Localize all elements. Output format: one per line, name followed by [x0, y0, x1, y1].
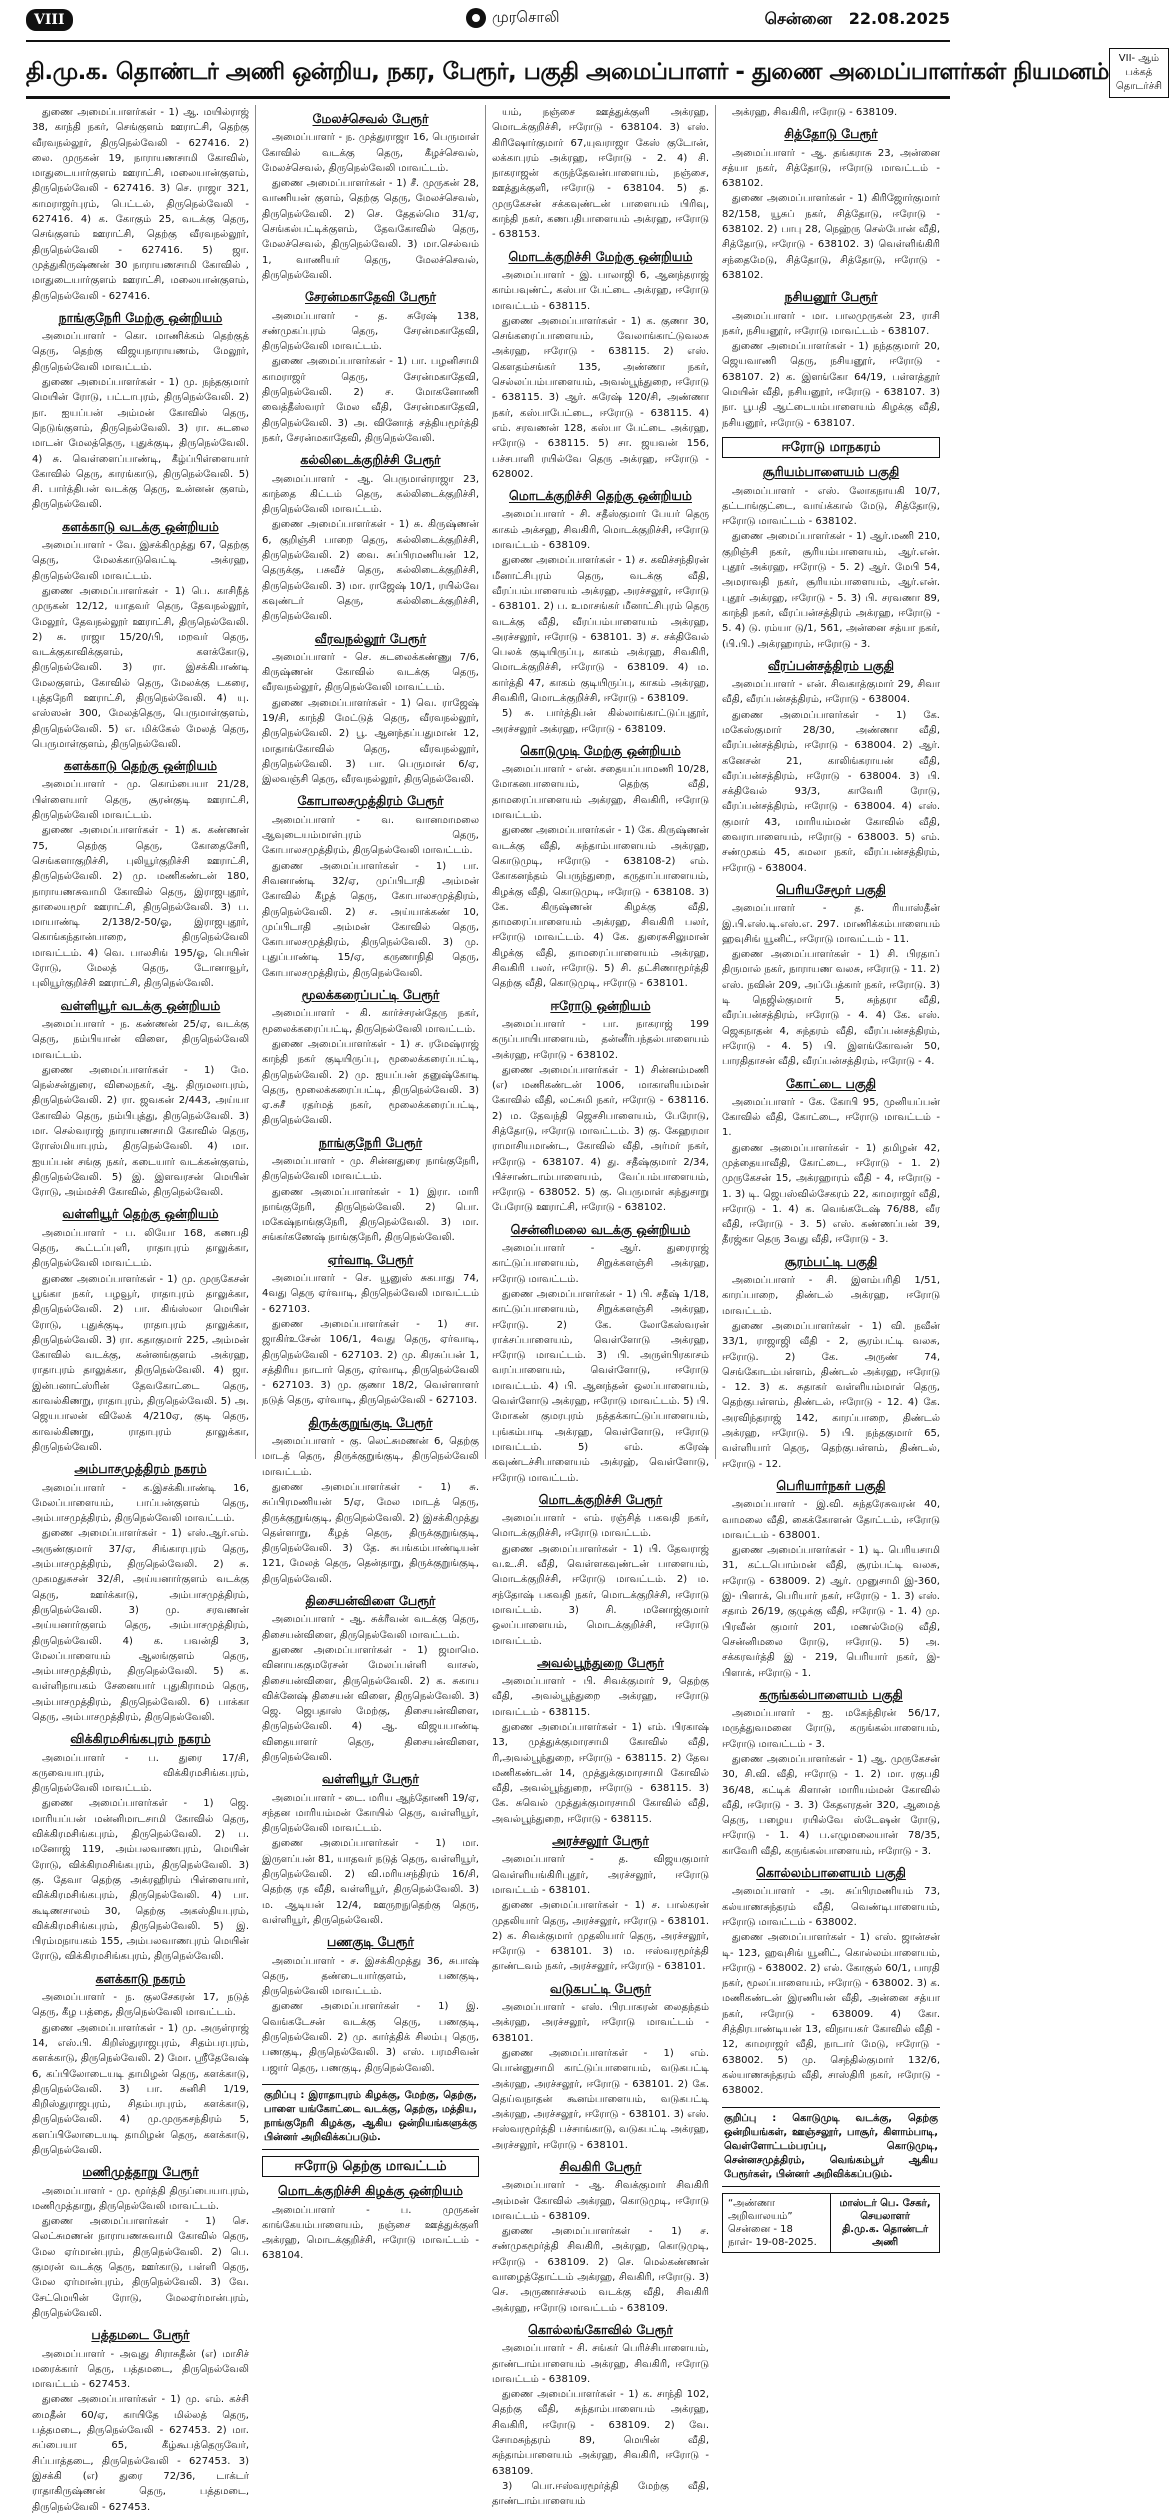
paragraph: துணை அமைப்பாளர்கள் - 1) பி. தேவராஜ் வ.உ.சி. வீதி, வெள்ளகவுண்டன் பாளையம், மொடக்குறிச்சி, ஈரோடு மாவட்டம். 2) ம. சந்தோஷ் பகவதி நகர், மொடக்குறிச்சி, ஈரோடு மாவட்டம். 3) சி. மனோஜ்குமார் ஒலப்பாளையம், மொடக்குறிச்சி, ஈரோடு மாவட்டம்.	[492, 1543, 709, 1647]
section-title: அம்பாசமுத்திரம் நகரம்	[74, 1461, 207, 1477]
section-title: அரச்சலூர் பேரூர்	[552, 1833, 649, 1849]
section-title: சூரம்பட்டி பகுதி	[784, 1253, 878, 1269]
city: சென்னை	[764, 9, 833, 28]
paragraph: துணை அமைப்பாளர்கள் - 1) பா. பழனிசாமி காமராஜர் தெரு, சேரன்மகாதேவி, திருநெல்வேலி. 2) ச. மோகனோணி வைத்தீஸ்வரர் மேல வீதி, சேரன்மகாதேவி, திருநெல்வேலி. 3) அ. வினோத் சத்தியமூர்த்தி நகர், சேரன்மகாதேவி, திருநெல்வேலி.	[262, 356, 479, 444]
paragraph: துணை அமைப்பாளர்கள் - 1) கே. மகேஸ்குமார் 28/30, அண்ணா வீதி, வீரப்பன்சத்திரம், ஈரோடு - 638004. 2) ஆர். கனேசன் 21, காலிங்கராயன் வீதி, வீரப்பன்சத்திரம், ஈரோடு - 638004. 3) பி. சக்திவேல் 93/3, காவேரி ரோடு, வீரப்பன்சத்திரம், ஈரோடு - 638004. 4) எஸ். குமார் 43, மாரியம்மன் கோவில் வீதி, வைராபாளையம், ஈரோடு - 638003. 5) எம். சண்முகம் 45, கமலா நகர், வீரப்பன்சத்திரம், ஈரோடு - 638004.	[722, 709, 940, 874]
section-title: மேலச்செவல் பேரூர்	[312, 111, 429, 126]
paragraph: துணை அமைப்பாளர்கள் - 1) வெ. ராஜேஷ் 19/சி, காந்தி மேட்டுத் தெரு, வீரவநல்லூர், திருநெல்வேலி. 2) பூ. ஆனந்தப்பதுமான் 12, மாதாங்கோவில் தெரு, வீரவநல்லூர், திருநெல்வேலி. 3) பா. பெருமாள் 6/ஏ, இலவஞ்சி தெரு, வீரவநல்லூர், திருநெல்வேலி.	[262, 697, 479, 786]
paragraph: துணை அமைப்பாளர்கள் - 1) கே. கிருஷ்ணன் வடக்கு வீதி, சுந்தாம்பாளையம் அக்ரஹ, கொடுமுடி, ஈரோடு - 638108-2) எம். கோகனந்தம் பெருந்துறை, கருதாப்பாளையம், கிழக்கு வீதி, கொடுமுடி, ஈரோடு - 638108. 3) கே. கிருஷ்ணன் கிழக்கு வீதி, தாமரைப்பாளையம் அக்ரஹ, சிவகிரி பலர், ஈரோடு மாவட்டம். 4) கே. துரைசுசிலுமான் கிழக்கு வீதி, தாமரைப்பாளையம் அக்ரஹ, சிவகிரி பலர், ஈரோடு. 5) சி. தட்சிணாமூர்த்தி தெற்கு வீதி, கொடுமுடி, ஈரோடு - 638101.	[492, 825, 709, 990]
issue-date: 22.08.2025	[848, 9, 950, 28]
paragraph: அமைப்பாளர் - மு. மூர்த்தி திருப்பையாபுரம், மணிமுத்தாறு, திருநெல்வேலி மாவட்டம்.	[32, 2185, 249, 2212]
paragraph: துணை அமைப்பாளர்கள் - 1) சு. கிருஷ்ணன் 6, குறிஞ்சி பாறை தெரு, கல்லிடைக்குறிச்சி, திருநெல்வேலி. 2) வை. சுப்பிரமணியன் 12, தெருக்கு, பசுவீச் தெரு, கல்லிடைக்குறிச்சி, திருநெல்வேலி. 3) மா. ராஜேஷ் 10/1, ரயில்வே கவுண்டர் தெரு, கல்லிடைக்குறிச்சி, திருநெல்வேலி.	[262, 519, 479, 623]
article-columns	[26, 105, 950, 2513]
column-4	[716, 105, 946, 2248]
signature-line: நாள்- 19-08-2025.	[728, 2236, 817, 2248]
paragraph: அமைப்பாளர் - சி. இளம்பரிதி 1/51, காரப்பாறை, திண்டல் அக்ரஹ, ஈரோடு மாவட்டம்.	[722, 1275, 940, 1317]
section-title: மொடக்குறிச்சி மேற்கு ஒன்றியம்	[508, 248, 693, 264]
section-title: கருங்கல்பாளையம் பகுதி	[759, 1686, 903, 1702]
section-title: வீரப்பன்சத்திரம் பகுதி	[768, 657, 894, 673]
paragraph: துணை அமைப்பாளர்கள் - 1) ஆர்.மணி 210, குறிஞ்சி நகர், சூரியம்பாளையம், ஆர்.என். புதூர் அக்ரஹ, ஈரோடு - 5. 2) ஆர். மேபி 54, அமராவதி நகர், சூரியம்பாளையம், ஆர்.என். புதூர் அக்ரஹ, ஈரோடு - 5. 3) பி. சரவணா 89, காந்தி நகர், வீரப்பன்சத்திரம் அக்ரஹ, ஈரோடு - 5. 4) டு. ரம்யா டு/1, 561, அன்னை சத்யா நகர், (பி.பி.) அக்ரஹாரம், ஈரோடு - 3.	[722, 531, 940, 650]
paragraph: அமைப்பாளர் - சி. சதீஸ்குமார் பேயர் தெரு காகம் அக்சஹ, சிவகிரி, மொடக்குறிச்சி, ஈரோடு மாவட்டம் - 638109.	[492, 509, 709, 552]
rising-sun-icon	[466, 8, 486, 28]
masthead	[466, 8, 560, 28]
column-1	[26, 105, 256, 2513]
paragraph: அமைப்பாளர் - அ. சுப்பிரமணியம் 73, கல்யாணசுந்தரம் வீதி, வெண்டிபாளையம், ஈரோடு மாவட்டம் - 638002.	[722, 1886, 940, 1928]
paragraph: அக்ரஹ, சிவகிரி, ஈரோடு - 638109.	[732, 107, 898, 118]
paragraph: துணை அமைப்பாளர்கள் - 1) டி. பெரியசாமி 31, கட்டபொம்மன் வீதி, சூரம்பட்டி வலசு, ஈரோடு - 638009. 2) ஆர். முனுசாமி இ-360, இ- பிளாக், பெரியார் நகர், ஈரோடு - 1. 3) எஸ். சதாம் 26/19, குழுக்கு வீதி, ஈரோடு - 1. 4) மு. பிரவீன் குமார் 201, மணல்மேடு வீதி, சென்னிமலை ரோடு, ஈரோடு. 5) அ. சக்கரவர்த்தி இ - 219, பெரியார் நகர், இ- பிளாக், ஈரோடு - 1.	[722, 1545, 940, 1679]
paragraph: அமைப்பாளர் - இ. பாலாஜி 6, ஆனந்தராஜ் காம்பவுண்ட், கஸ்பா பேட்டை அக்ரஹ, ஈரோடு மாவட்டம் - 638115.	[492, 269, 709, 312]
page-number: VIII	[26, 9, 73, 31]
paragraph: துணை அமைப்பாளர்கள் - 1) ச. ரமேஷ்ராஜ் காந்தி நகர் குடியிருப்பு, மூலைக்கரைப்பட்டி, திருநெல்வேலி. 2) மு. ஐயப்பன் தனுஷ்கோடி தெரு, மூலைக்கரைப்பட்டி, திருநெல்வேலி. 3) ஏ.சுசீ ரதர்மத் நகர், மூலைக்கரைப்பட்டி, திருநெல்வேலி.	[262, 1038, 479, 1127]
paragraph: அமைப்பாளர் - டை. மரிய ஆந்தோணி 19/ஏ, சந்தன மாரியம்மன் கோயில் தெரு, வள்ளியூர், திருநெல்வேலி மாவட்டம்.	[262, 1792, 479, 1835]
section-title: விக்கிரமசிங்கபுரம் நகரம்	[70, 1731, 211, 1747]
top-strip	[26, 0, 950, 42]
paragraph: துணை அமைப்பாளர்கள் - 1) இரா. மாரி நாங்குநேரி, திருநெல்வேலி. 2) பொ. மகேஷ்நாங்குநேரி, திருநெல்வேலி. 3) மா. சங்கர்கணேஷ் நாங்குநேரி, திருநெல்வேலி.	[262, 1186, 479, 1244]
paragraph: அமைப்பாளர் - ந. முத்துராஜா 16, பெருமாள் கோவில் வடக்கு தெரு, கீழச்செவல், மேலச்செவல், திருநெல்வேலி மாவட்டம்.	[262, 132, 479, 174]
paragraph: துணை அமைப்பாளர்கள் - 1) ச. சண்முகமூர்த்தி சிவகிரி, அக்ரஹ, கொடுமுடி, ஈரோடு - 638109. 2) செ. மெல்கண்ணன் வாழைத்தோட்டம் அக்ரஹ, சிவகிரி, ஈரோடு. 3) செ. அருணாச்சலம் வடக்கு வீதி, சிவகிரி அக்ரஹ, ஈரோடு மாவட்டம் - 638109.	[492, 2226, 709, 2314]
paragraph: துணை அமைப்பாளர்கள் - 1) ச. பால்கரன் முதலியார் தெரு, அரச்சலூர், ஈரோடு - 638101. 2) க. சிவக்குமார் முதலியார் தெரு, அரச்சலூர், ஈரோடு - 638101. 3) ம. ஈஸ்வரமூர்த்தி தாண்டவம் நகர், அரச்சலூர், ஈரோடு - 638101.	[492, 1900, 709, 1973]
paragraph: அமைப்பாளர் - ப. லியோ 168, கணபதி தெரு, கூட்டப்புளி, ராதாபுரம் தாலுக்கா, திருநெல்வேலி மாவட்டம்.	[32, 1227, 249, 1270]
continuation-box	[1109, 48, 1169, 98]
paragraph: அமைப்பாளர் - செ. சுடலைக்கண்ணு 7/6, கிருஷ்ணன் கோவில் வடக்கு தெரு, வீரவநல்லூர், திருநெல்வேலி மாவட்டம்.	[262, 651, 479, 694]
section-title: வீரவநல்லூர் பேரூர்	[314, 630, 427, 646]
paragraph: துணை அமைப்பாளர்கள் - 1) இ. வெங்கடேசன் வடக்கு தெரு, பணகுடி, திருநெல்வேலி. 2) மு. கார்த்திக் சிலம்பு தெரு, பணகுடி, திருநெல்வேலி. 3) எஸ். பரமசிவன் பஜார் தெரு, பணகுடி, திருநெல்வேலி.	[262, 2001, 479, 2074]
section-title: சூரியம்பாளையம் பகுதி	[762, 464, 900, 480]
signatory	[831, 2194, 939, 2252]
paragraph: அமைப்பாளர் - மு. சின்னதுரை நாங்குநேரி, திருநெல்வேலி மாவட்டம்.	[262, 1156, 479, 1183]
paragraph: அமைப்பாளர் - பி. சிவக்குமார் 9, தெற்கு வீதி, அவல்பூந்துறை அக்ரஹ, ஈரோடு மாவட்டம் - 638115.	[492, 1676, 709, 1718]
paragraph: அமைப்பாளர் - ஆர். துரைராஜ் காட்டுப்பாளையம், சிறுக்களஞ்சி அக்ரஹ, ஈரோடு மாவட்டம்.	[492, 1243, 709, 1285]
section-title: சேரன்மகாதேவி பேரூர்	[305, 289, 436, 305]
paragraph: துணை அமைப்பாளர்கள் - 1) மு. முருகேசன் பூங்கா நகர், பழவூர், ராதாபுரம் தாலுக்கா, திருநெல்வேலி. 2) பா. கிங்ஸ்லா மெயின் ரோடு, புதுக்குடி, ராதாபுரம் தாலுக்கா, திருநெல்வேலி. 3) ரா. கதாகுமார் 225, அம்மன் கோவில் வடக்கு, கன்னங்குளம் அக்ரஹ, ராதாபுரம் தாலுக்கா, திருநெல்வேலி. 4) ஜா. இன்பனாட்ஸ்ரின் தேவகோட்டை தெரு, காவல்கிணறு, ராதாபுரம், திருநெல்வேலி. 5) அ. ஜெயபாலன் விலேக் 4/210ஏ, குடி தெரு, காவல்கிணறு, ராதாபுரம் தாலுக்கா, திருநெல்வேலி.	[32, 1273, 249, 1453]
paragraph: துணை அமைப்பாளர்கள் - 1) ச. கவிச்சந்திரன் மீனாட்சிபுரம் தெரு, வடக்கு வீதி, வீரப்பம்பாளையம் அக்ரஹ, அரச்சலூர், ஈரோடு - 638101. 2) ப. உமாசங்கர் மீனாட்சிபுரம் தெரு வடக்கு வீதி, வீரப்பம்பாளையம் அக்ரஹ, அரச்சலூர், ஈரோடு - 638101. 3) ச. சக்திவேல் பெலக் குடியிருப்பு, காகம் அக்ரஹ, சிவகிரி, மொடக்குறிச்சி, ஈரோடு - 638109. 4) ம. கார்த்தி 47, காகம் குடியிருப்பு, காகம் அக்ரஹ, சிவகிரி, மொடக்குறிச்சி, ஈரோடு - 638109.	[492, 555, 709, 704]
paragraph: துணை அமைப்பாளர்கள் - 1) ஜெ. மாரியப்பன் மன்னிமாடசாமி கோவில் தெரு, விக்கிரமசிங்கபுரம், திருநெல்வேலி. 2) ப. மனோஜ் 119, அம்பலவாணபுரம், மெயின் ரோடு, விக்கிரமசிங்கபுரம், திருநெல்வேலி. 3) கு. தேவா தெற்கு அக்ரஹிரம் பிள்ளையார், விக்கிரமசிங்கபுரம், திருநெல்வேலி. 4) பா. கூடிணசாலம் 30, தெற்கு அகஸ்தியபுரம், விக்கிரமசிங்கபுரம், திருநெல்வேலி. 5) இ. பிரம்மநாயகம் 155, அம்பலவாணபுரம் மெயின் ரோடு, விக்கிரமசிங்கபுரம், திருநெல்வேலி.	[32, 1798, 249, 1963]
section-title: பணகுடி பேரூர்	[327, 1934, 414, 1950]
paragraph: துணை அமைப்பாளர்கள் - 1) சி. பிரதாப் திருமால் நகர், நாராயண வலசு, ஈரோடு - 11. 2) எஸ். நவின் 209, அப்பேத்கார் நகர், ஈரோடு. 3) டி நெஜில்குமார் 5, சுந்தரா வீதி, வீரப்பன்சத்திரம், ஈரோடு - 4. 4) கே. எஸ். ஜெகநாதன் 4, சுந்தரம் வீதி, வீரப்பன்சத்திரம், ஈரோடு - 4. 5) பி. இளங்கோவன் 50, பாரதிதாசன் வீதி, வீரப்பன்சத்திரம், ஈரோடு - 4.	[722, 949, 940, 1068]
section-title: கோபாலசமுத்திரம் பேரூர்	[297, 793, 444, 809]
paragraph: துணை அமைப்பாளர்கள் - 1) செ. லெட்சுமணன் நாராயணசுவாமி கோவில் தெரு, மேல ஏர்மான்புரம், திருநெல்வேலி. 2) பெ. குமரன் வடக்கு தெரு, ஊர்காடு, பள்ளி தெரு, மேல ஏர்மான்புரம், திருநெல்வேலி. 3) வே. சேட்மெயின் ரோடு, மேலஏர்மான்புரம், திருநெல்வேலி.	[32, 2216, 249, 2319]
paragraph: அமைப்பாளர் - என். சிவகாத்குமார் 29, சிவா வீதி, வீரப்பன்சத்திரம், ஈரோடு - 638004.	[722, 679, 940, 706]
paragraph: அமைப்பாளர் - ந. குலசேகரன் 17, நடுத் தெரு, கீழ பத்தை, திருநெல்வேலி மாவட்டம்.	[32, 1992, 249, 2019]
headline-row	[26, 50, 1162, 99]
paragraph: துணை அமைப்பாளர்கள் - 1) கிரிஜோர்குமார் 82/158, யூசுப் நகர், சித்தோடு, ஈரோடு - 638102. 2) பாபு 28, நெஹ்ரு செல்போன் வீதி, சித்தோடு, ஈரோடு - 638102. 3) வெள்ளிங்கிரி சந்தைமேடு, சித்தோடு, சித்தோடு, ஈரோடு - 638102.	[722, 193, 940, 281]
column-2	[256, 105, 486, 2262]
paragraph: துணை அமைப்பாளர்கள் - 1) பி. சதீஷ் 1/18, காட்டுப்பாளையம், சிறுக்களஞ்சி அக்ரஹ, ஈரோடு. 2) கே. லோகேஸ்வரன் ராக்சப்பாளையம், வெள்ளோடு அக்ரஹ, ஈரோடு மாவட்டம். 3) பி. அருள்பிரகாசம் வரப்பாளையம், வெள்ளோடு, ஈரோடு மாவட்டம். 4) பி. ஆனந்தன் ஒலப்பாளையம், வெள்ளோடு அக்ரஹ, ஈரோடு மாவட்டம். 5) பி. மோகன் குமரபுரம் நத்தக்காட்டுப்பாளையம், புங்கம்பாடி அக்ரஹ, வெள்ளோடு, ஈரோடு மாவட்டம். 5) எம். கரேஷ் கவுண்டச்சிபாளையம் அக்ரஹ், வெள்ளோடு, ஈரோடு மாவட்டம்.	[492, 1288, 709, 1484]
paragraph: துணை அமைப்பாளர்கள் - 1) எஸ். ஜான்சன் டி- 123, ஹவுசிங் யூனிட், கொல்லம்பாளையம், ஈரோடு - 638002. 2) எல். கோகுல் 60/1, பாரதி நகர், மூலப்பாளையம், ஈரோடு - 638002. 3) க. மணிகண்டன் இரணியன் வீதி, அன்னை சத்யா நகர், ஈரோடு - 638009. 4) கோ. சித்திரபாண்டியன் 13, விநாயகர் கோவில் வீதி - 12, காமராஜர் வீதி, நாடார் மேடு, ஈரோடு - 638002. 5) மு. செந்தில்குமார் 132/6, கல்யாணசுந்தரம் வீதி, சாஸ்திரி நகர், ஈரோடு - 638002.	[722, 1932, 940, 2097]
section-title: நாங்குநேரி மேற்கு ஒன்றியம்	[58, 309, 223, 325]
paragraph: அமைப்பாளர் - என். சதையப்பாமணி 10/28, மோகனபாளையம், தெற்கு வீதி, தாமரைப்பாளையம் அக்ரஹ, சிவகிரி, ஈரோடு மாவட்டம்.	[492, 764, 709, 822]
section-title: பெரியார்நகர் பகுதி	[776, 1477, 886, 1493]
paragraph: அமைப்பாளர் - கொ. மாணிக்கம் தெற்குத் தெரு, தெற்கு விஜயநாராயணம், மேலூர், திருநெல்வேலி மாவட்டம்.	[32, 331, 249, 373]
paragraph: அமைப்பாளர் - ந. கண்ணன் 25/ஏ, வடக்கு தெரு, நம்பியான் விளை, திருநெல்வேலி மாவட்டம்.	[32, 1018, 249, 1061]
paragraph: அமைப்பாளர் - மு. கொம்பையா 21/28, பிள்ளையார் தெரு, சூரன்குடி ஊராட்சி, திருநெல்வேலி மாவட்டம்.	[32, 779, 249, 822]
signature-place	[723, 2194, 831, 2252]
paragraph: துணை அமைப்பாளர்கள் - 1) சு. சுப்பிரமணியன் 5/ஏ, மேல மாடத் தெரு, திருக்குறுங்குடி, திருநெல்வேலி. 2) இசக்கிமுத்து தெள்ளாறு, கீழத் தெரு, திருக்குறுங்குடி, திருநெல்வேலி. 3) தே. சுபங்கம்பாண்டியன் 121, மேலத் தெரு, தென்தாறு, திருக்குறுங்குடி, திருநெல்வேலி.	[262, 1481, 479, 1585]
section-title: மூலக்கரைப்பட்டி பேரூர்	[301, 987, 440, 1003]
paragraph: அமைப்பாளர் - எஸ். லோகநாயகி 10/7, தட்டாங்குட்டை, வாய்க்கால் மேடு, சித்தோடு, ஈரோடு மாவட்டம் - 638102.	[722, 485, 940, 528]
page-headline: தி.மு.க. தொண்டர் அணி ஒன்றிய, நகர, பேரூர், பகுதி அமைப்பாளர் - துணை அமைப்பாளர்கள் நியமனம்	[26, 58, 1109, 85]
notice-text: குறிப்பு : கொடுமுடி வடக்கு, தெற்கு ஒன்றியங்கள், ஊஞ்சலூர், பாசூர், கிளாம்பாடி, வெள்ளோட்டம்பரப்பு, கொடுமுடி, சென்னசமுத்திரம், வெங்கம்பூர் ஆகிய பேரூர்கள், பின்னர் அறிவிக்கப்படும்.	[722, 2107, 940, 2187]
paragraph: துணை அமைப்பாளர்கள் - 1) ஆ. மயில்ராஜ் 38, காந்தி நகர், செங்குளம் ஊராட்சி, தெற்கு வீரவநல்லூர், திருநெல்வேலி - 627416. 2) லை. முருகன் 19, நாராயணசாமி கோவில், மாதுடையார்குளம் ஊராட்சி, மலையான்குளம், திருநெல்வேலி - 627416. 3) செ. ராஜா 321, காமராஜர்புரம், பெட்டல், திருநெல்வேலி - 627416. 4) க. கோகும் 25, வடக்கு தெரு, செங்குளம் ஊராட்சி, தெற்கு வீரவநல்லூர், திருநெல்வேலி - 627416. 5) ஜா. முத்துகிருஷ்ணன் 30 நாராயணசாமி கோவில் , மாதுடையார்குளம் ஊராட்சி, மலையான்குளம், திருநெல்வேலி - 627416.	[32, 107, 249, 302]
section-title: பெரியசேமூர் பகுதி	[776, 881, 886, 897]
paragraph: அமைப்பாளர் - ஆ. சுக்ரீவன் வடக்கு தெரு, திசையன்விளை, திருநெல்வேலி மாவட்டம்.	[262, 1614, 479, 1641]
paragraph: துணை அமைப்பாளர்கள் - 1) பா. சிவனாண்டி 32/ஏ, முப்பிடாதி அம்மன் கோவில் கீழத் தெரு, கோபாலசமுத்திரம், திருநெல்வேலி. 2) ச. அய்யாக்கண் 10, முப்பிடாதி அம்மன் கோவில் தெரு, கோபாலசமுத்திரம், திருநெல்வேலி. 3) மு. புதுப்பாண்டி 15/ஏ, கருணாநிதி தெரு, கோபாலசமுத்திரம், திருநெல்வேலி.	[262, 860, 479, 979]
paragraph: அமைப்பாளர் - த. சுரேஷ் 138, சண்முகப்புரம் தெரு, சேரன்மகாதேவி, திருநெல்வேலி மாவட்டம்.	[262, 310, 479, 353]
section-title: வள்ளியூர் வடக்கு ஒன்றியம்	[60, 997, 221, 1013]
section-title: வள்ளியூர் தெற்கு ஒன்றியம்	[62, 1206, 219, 1222]
paragraph: துணை அமைப்பாளர்கள் - 1) மு. அருள்ராஜ் 14, எஸ்.பி. கிறிஸ்துராஜபுரம், சிதம்பரபுரம், களக்காடு, திருநெல்வேலி. 2) மோ. ஸ்ரீதேவேஷ் 6, கப்பிலோடையடி தாமிழன் தெரு, களக்காடு, திருநெல்வேலி. 3) பா. சுனிசி 1/19, கிறிஸ்துராஜபுரம், சிதம்பரபுரம், களக்காடு, திருநெல்வேலி. 4) மு.முருகசந்திரம் 5, களப்பிலோடையடி தாமிழன் தெரு, களக்காடு, திருநெல்வேலி.	[32, 2022, 249, 2156]
paragraph: துணை அமைப்பாளர்கள் - 1) எஸ்.ஆர்.எம். அருண்குமார் 37/ஏ, சிங்காரபுரம் தெரு, அம்பாசமுத்திரம், திருநெல்வேலி. 2) சு. முகமதுசுசன் 32/சி, அய்யனார்குளம் வடக்கு தெரு, ஊர்க்காடு, அம்பாசமுத்திரம், திருநெல்வேலி. 3) மு. சரவணன் அய்யனார்குளம் தெரு, அம்பாசமுத்திரம், திருநெல்வேலி. 4) க. பவன்தி 3, மேலப்பாளையம் ஆலங்குளம் தெரு, அம்பாசமுத்திரம், திருநெல்வேலி. 5) க. வள்ளிநாயகம் சேனையார் புதுகிராமம் தெரு, அம்பாசமுத்திரம், திருநெல்வேலி. 6) பாக்கா தெரு, அம்பாசமுத்திரம், திருநெல்வேலி.	[32, 1528, 249, 1723]
section-title: மொடக்குறிச்சி தெற்கு ஒன்றியம்	[508, 488, 692, 504]
section-title: கல்லிடைக்குறிச்சி பேரூர்	[300, 452, 441, 468]
signature-line: தி.மு.க. தொண்டர் அணி	[842, 2223, 929, 2248]
section-title: கொல்லம்பாளையம் பகுதி	[756, 1865, 906, 1881]
section-title: ஈரோடு ஒன்றியம்	[550, 997, 651, 1013]
section-title: வடுகபட்டி பேரூர்	[549, 1980, 652, 1996]
continuation-line: VII- ஆம் பக்கத்	[1118, 53, 1160, 78]
paragraph: அமைப்பாளர் - செ. யூனுஸ் சுகபாது 74, 4வது தெரு ஏர்வாடி, திருநெல்வேலி மாவட்டம் - 627103.	[262, 1273, 479, 1315]
paragraph: 3) பொ.ஈஸ்வரமூர்த்தி மேற்கு வீதி, தாண்டாம்பாளையம்	[492, 2480, 709, 2508]
paragraph: அமைப்பாளர் - ஆ. தங்கராசு 23, அன்னை சத்யா நகர், சித்தோடு, ஈரோடு மாவட்டம் - 638102.	[722, 147, 940, 190]
section-title: நசியனூர் பேரூர்	[784, 289, 878, 305]
paragraph: அமைப்பாளர் - வே. இசக்கிமுத்து 67, தெற்கு தெரு, மேலக்காடுவெட்டி அக்ரஹ, திருநெல்வேலி மாவட்டம்.	[32, 540, 249, 582]
paragraph: அமைப்பாளர் - எஸ். பிரபாகரன் லைதந்தம் அக்ரஹ, அரச்சலூர், ஈரோடு மாவட்டம் - 638101.	[492, 2002, 709, 2044]
paragraph: அமைப்பாளர் - த. விஜயகுமார் வெள்ளியங்கிரிபுதூர், அரச்சலூர், ஈரோடு மாவட்டம் - 638101.	[492, 1854, 709, 1896]
section-title: பத்தமடை பேரூர்	[91, 2327, 190, 2343]
paragraph: அமைப்பாளர் - கி. கார்ச்சரன்தேரு நகர், மூலைக்கரைப்பட்டி, திருநெல்வேலி மாவட்டம்.	[262, 1008, 479, 1035]
paragraph: துணை அமைப்பாளர்கள் - 1) எம். பொன்னுசாமி காட்டுப்பாளையம், வடுகபட்டி அக்ரஹ, அரச்சலூர், ஈரோடு - 638101. 2) கே. தெய்வநாதன் கூனம்பாளையம், வடுகபட்டி அக்ரஹ, அரச்சலூர், ஈரோடு - 638101. 3) எஸ். ஈஸ்வரமூர்த்தி பச்சாங்காடு, வடுகபட்டி அக்ரஹ, அரச்சலூர், ஈரோடு - 638101.	[492, 2047, 709, 2151]
paragraph: அமைப்பாளர் - த. ரியாஸ்தீன் இ.பி.எஸ்.டி.எஸ்.எ. 297. மாணிக்கம்பாளையம் ஹவுசிங் யூனிட், ஈரோடு மாவட்டம் - 11.	[722, 903, 940, 945]
paragraph: அமைப்பாளர் - ஐ. மகேந்திரன் 56/17, மருத்துவமனை ரோடு, கருங்கல்பாளையம், ஈரோடு மாவட்டம் - 3.	[722, 1708, 940, 1750]
paragraph: அமைப்பாளர் - எம். ரஞ்சித் பகவதி நகர், மொடக்குறிச்சி, ஈரோடு மாவட்டம்.	[492, 1513, 709, 1540]
district-title: ஈரோடு தெற்கு மாவட்டம்	[262, 2156, 479, 2177]
paragraph: துணை அமைப்பாளர்கள் - 1) தமிழன் 42, முத்தையாவீதி, கோட்டை, ஈரோடு - 1. 2) முருகேசன் 15, அக்ரஹாரம் வீதி - 4, ஈரோடு - 1. 3) டி. ஜெபஸ்வில்சேகரம் 22, காமராஜர் வீதி, ஈரோடு - 1. 4) க. வெங்கடேஷ் 76/88, வீர வீதி, ஈரோடு - 3. 5) எஸ். கண்ணப்பன் 39, தீரஜ்கா தெரு 3வது வீதி, ஈரோடு - 3.	[722, 1142, 940, 1246]
dateline	[765, 9, 950, 30]
signature-line: “அண்ணா அறிவாலயம்”	[728, 2197, 793, 2222]
paragraph: துணை அமைப்பாளர்கள் - 1) மா. இருளப்பன் 81, யாதவர் நடுத் தெரு, வள்ளியூர், திருநெல்வேலி. 2) வி.மரியசந்திரம் 16/சி, தெற்கு ரத வீதி, வள்ளியூர், திருநெல்வேலி. 3) ம. ஆடியன் 12/4, ஊருறநுதெற்கு தெரு, வள்ளியூர், திருநெல்வேலி.	[262, 1838, 479, 1926]
paragraph: துணை அமைப்பாளர்கள் - 1) சீ. முருகன் 28, வாணியன் குளம், தெற்கு தெரு, மேலச்செவல், திருநெல்வேலி. 2) செ. தேதல்மெ 31/ஏ, செங்கல்பட்டிக்குளம், தேவகோவில் தெரு, மேலச்செவல், திருநெல்வேலி. 3) மா.செல்வம் 1, வாணியர் தெரு, மேலச்செவல், திருநெல்வேலி.	[262, 178, 479, 281]
section-title: திசையன்விளை பேரூர்	[305, 1593, 436, 1609]
paragraph: அமைப்பாளர் - மா. பாலமுருகன் 23, ராசி நகர், நசியனூர், ஈரோடு மாவட்டம் - 638107.	[722, 310, 940, 337]
section-title: களக்காடு நகரம்	[95, 1970, 186, 1986]
signature-block	[722, 2193, 940, 2253]
section-title: நாங்குநேரி பேரூர்	[318, 1134, 423, 1150]
section-title: கொடுமுடி மேற்கு ஒன்றியம்	[520, 742, 681, 758]
paragraph: துணை அமைப்பாளர்கள் - 1) பெ. காசிநீத் முருகன் 12/12, யாதவர் தெரு, தேவநல்லூர், மேலூர், தேவநல்லூர் ஊராட்சி, திருநெல்வேலி. 2) சு. ராஜா 15/20/பி, மறவர் தெரு, வடக்குகாவிக்குளம், களக்கோடு, திருநெல்வேலி. 3) ரா. இசக்கிபாண்டி மேலகுளம், கோவில் தெரு, மேலக்கு டகரை, புத்தநேரி ஊராட்சி, திருநெல்வேலி. 4) யு. எஸ்ஸன் 300, மேலத்தெரு, பெருமாள்குளம், திருநெல்வேலி. 5) எ. மிக்கேல் மேலத் தெரு, பெருமாள்குளம், திருநெல்வேலி.	[32, 585, 249, 750]
section-title: சென்னிமலை வடக்கு ஒன்றியம்	[510, 1221, 691, 1237]
section-title: கொல்லங்கோவில் பேரூர்	[528, 2321, 673, 2337]
paragraph: துணை அமைப்பாளர்கள் - 1) மு. நந்தகுமார் மெயின் ரோடு, பட்டாபுரம், திருநெல்வேலி. 2) நா. ஐயப்பன் அம்மன் கோவில் தெரு, நெடுங்குளம், திருநெல்வேலி. 3) ரா. சுடலை மாடன் மேலத்தெரு, புதுக்குடி, திருநெல்வேலி. 4) சு. வெள்ளைப்பாண்டி, கீழ்ப்பிள்ளையார் கோவில் தெரு, காரங்காடு, திருநெல்வேலி. 5) சி. பார்த்திபன் வடக்கு தெரு, உன்னன் குளம், திருநெல்வேலி.	[32, 377, 249, 511]
paragraph: துணை அமைப்பாளர்கள் - 1) க. சாந்தி 102, தெற்கு வீதி, சுந்தாம்பாளையம் அக்ரஹ, சிவகிரி, ஈரோடு - 638109. 2) வே. சோமசுந்தரம் 89, மெயின் வீதி, சுந்தாம்பாளையம் அக்ரஹ, சிவகிரி, ஈரோடு - 638109.	[492, 2389, 709, 2477]
paragraph: துணை அமைப்பாளர்கள் - 1) மே. நெல்சன்துரை, விலைநகர், ஆ. திருமலாபுரம், திருநெல்வேலி. 2) ரா. ஜவகன் 2/443, அய்யா கோவில் தெரு, நம்பிபுத்து, திருநெல்வேலி. 3) மா. செல்வராஜ் நாராயணசாமி கோவில் தெரு, ரோஸ்மியாபுரம், திருநெல்வேலி. 4) மா. ஐயப்பன் சங்கு நகர், கடையார் வடக்கன்குளம், திருநெல்வேலி. 5) இ. இளவரசன் மெயின் ரோடு, அம்மச்சி கோவில், திருநெல்வேலி.	[32, 1064, 249, 1199]
section-title: மணிமுத்தாறு பேரூர்	[82, 2164, 199, 2180]
section-title: களக்காடு வடக்கு ஒன்றியம்	[62, 518, 219, 534]
section-title: அவல்பூந்துறை பேரூர்	[537, 1654, 664, 1670]
paragraph: அமைப்பாளர் - பா. நாகராஜ் 199 கருப்பாயிபாளையம், தன்னீர்பந்தல்பாளையம் அக்ரஹ, ஈரோடு - 638102.	[492, 1018, 709, 1061]
paragraph: அமைப்பாளர் - ப. துரை 17/சி, கருவையாபுரம், விக்கிரமசிங்கபுரம், திருநெல்வேலி மாவட்டம்.	[32, 1752, 249, 1795]
signature-line: மாஸ்டர் பெ. சேகர்,	[839, 2197, 931, 2209]
paragraph: துணை அமைப்பாளர்கள் - 1) நந்தகுமார் 20, ஜெயவாணி தெரு, நசியனூர், ஈரோடு - 638107. 2) க. இளங்கோ 64/19, பள்ளத்தூர் மெயின் வீதி, நசியனூர், ஈரோடு - 638107. 3) நா. பூபதி ஆட்டையம்பாளையம் கிழக்கு வீதி, நசியனூர், ஈரோடு - 638107.	[722, 341, 940, 429]
paragraph: துணை அமைப்பாளர்கள் - 1) க. கண்ணன் 75, தெற்கு தெரு, கோதைசேரி, செங்களாகுறிச்சி, புலியூர்குறிச்சி ஊராட்சி, திருநெல்வேலி. 2) மு. மணிகண்டன் 180, நாராயணசுவாமி கோவில் தெரு, இராஜபுதூர், தாலையமூர் ஊராட்சி, திருநெல்வேலி. 3) ப. மாயாண்டி 2/138/2-50/ஓ, இராஜபுதூர், கொங்கந்தான்பாறை, திருநெல்வேலி மாவட்டம். 4) வெ. பாலசிங் 195/ஓ, பெயின் ரோடு, மேலத் தெரு, டோனாவூர், புலியூர்குறிச்சி ஊராட்சி, திருநெல்வேலி.	[32, 825, 249, 990]
masthead-title: முரசொலி	[492, 8, 560, 26]
paragraph: துணை அமைப்பாளர்கள் - 1) சின்னம்மணி (எ) மணிகண்டன் 1006, மாகாளியம்மன் கோவில் வீதி, லட்சுமி நகர், ஈரோடு - 638116. 2) ம. தேவந்தி ஜெசசிபாளையம், பேரோடு, சித்தோடு, ஈரோடு மாவட்டம். 3) கு. கேஹரமா ராமாசியமாண்ட, கோவில் வீதி, அர்மர் நகர், ஈரோடு - 638107. 4) து. சதீஷ்குமார் 2/34, பிச்சாண்டாம்பாளையம், வேப்பம்பாளையம், ஈரோடு - 638052. 5) கு. பெருமாள் கந்துசாறு பேரோடு ஊராட்சி, ஈரோடு - 638102.	[492, 1064, 709, 1214]
column-3	[486, 105, 716, 2508]
section-title: களக்காடு தெற்கு ஒன்றியம்	[63, 758, 218, 774]
paragraph: துணை அமைப்பாளர்கள் - 1) க. குணா 30, செங்கரைப்பாளையம், வேலாங்காட்டுவலசு அக்ரஹ, ஈரோடு - 638115. 2) எஸ். கௌதம்சங்கர் 135, அண்ணா நகர், செல்லப்பம்பாளையம், அவல்பூந்துறை, ஈரோடு - 638115. 3) ஆர். சுரேஷ் 120/சி, அண்ணா நகர், கஸ்பாபேட்டை, ஈரோடு - 638115. 4) எம். சரவணன் 128, கஸ்பா பேட்டை அக்ரஹ, ஈரோடு - 638115. 5) சா. ஜயவன் 156, பச்சபாளி ரயில்வே தெரு அக்ரஹ, ஈரோடு - 628002.	[492, 315, 709, 480]
section-title: சித்தோடு பேரூர்	[784, 126, 878, 142]
paragraph: அமைப்பாளர் - கு. லெட்சுமணன் 6, தெற்கு மாடத் தெரு, திருக்குறுங்குடி, திருநெல்வேலி மாவட்டம்.	[262, 1436, 479, 1478]
paragraph: அமைப்பாளர் - க.இசக்கிபாண்டி 16, மேலப்பாளையம், பாப்பன்குளம் தெரு, அம்பாசமுத்திரம், திருநெல்வேலி மாவட்டம்.	[32, 1482, 249, 1525]
paragraph: துணை அமைப்பாளர்கள் - 1) ஆ. முருகேசன் 30, சி.வி. வீதி, ஈரோடு - 1. 2) மா. ரகுபதி 36/48, கட்டிக் கிளான் மாரியம்மன் கோவில் வீதி, ஈரோடு - 3. 3) கேதஎரதன் 320, ஆமைத் தெரு, பழைய ரயில்வே ஸ்டேஷன் ரோடு, ஈரோடு - 1. 4) ப.எழுமலையான் 78/35, காவேரி வீதி, கருங்கல்பாளையம், ஈரோடு - 3.	[722, 1753, 940, 1857]
section-title: திருக்குறுங்குடி பேரூர்	[308, 1414, 433, 1430]
signature-line: சென்னை - 18	[728, 2223, 793, 2235]
paragraph: துணை அமைப்பாளர்கள் - 1) எம். பிரகாஷ் 13, முத்துக்குமாரசாமி கோவில் வீதி, ரி,அவல்பூந்துறை, ஈரோடு - 638115. 2) தேவ மணிகண்டன் 14, முத்துக்குமாரசாமி கோவில் வீதி, அவல்பூந்துறை, ஈரோடு - 638115. 3) கே. சுவெல் முத்துக்குமாரசாமி கோவில் வீதி, அவல்பூந்துறை, ஈரோடு - 638115.	[492, 1721, 709, 1825]
notice-text: குறிப்பு : இராதாபுரம் கிழக்கு, மேற்கு, தெற்கு, பாளை யங்கோட்டை வடக்கு, தெற்கு, மத்திய, நாங்குநேரி கிழக்கு, ஆகிய ஒன்றியங்களுக்கு பின்னர் அறிவிக்கப்படும்.	[262, 2084, 479, 2150]
paragraph: யம், நஞ்சை ஊத்துக்குளி அக்ரஹ, மொடக்குறிச்சி, ஈரோடு - 638104. 3) எஸ். கிரிஷோர்குமார் 67,யுவராஜா கேஸ் குடோன், லக்காபுரம் அக்ரஹ, ஈரோடு - 2. 4) சி. நாகராஜன் கருந்தேவன்பாளையம், நஞ்சை, ஊத்துக்குளி, ஈரோடு - 638104. 5) த. முருகேசன் சக்கவுண்டன் பாளையம் பிரிவு, காந்தி நகர், கணபதிபாளையம் அக்ரஹ, ஈரோடு - 638153.	[492, 107, 709, 241]
paragraph: அமைப்பாளர் - ஆ. பெருமாள்ராஜா 23, காந்தை கிட்டம் தெரு, கல்லிடைக்குறிச்சி, திருநெல்வேலி மாவட்டம்.	[262, 473, 479, 516]
paragraph: அமைப்பாளர் - ச. இசக்கிமுத்து 36, சுபாஷ் தெரு, தண்டையார்குளம், பணகுடி, திருநெல்வேலி மாவட்டம்.	[262, 1955, 479, 1998]
paragraph: துணை அமைப்பாளர்கள் - 1) ஜமாமெ. வினாயககுமரேசன் மேலப்பள்ளி வாசல், திசையன்விளை, திருநெல்வேலி. 2) க. சுகாய விக்னேஷ் திசையன் விளை, திருநெல்வேலி. 3) ஜெ. ஜெபதாஸ் மேற்கு, திசையன்விளை, திருநெல்வேலி. 4) ஆ. விஜயபாண்டி விதையாளர் தெரு, திசையன்விளை, திருநெல்வேலி.	[262, 1644, 479, 1763]
paragraph: துணை அமைப்பாளர்கள் - 1) சா. ஜாகிர்உசேன் 106/1, 4வது தெரு, ஏர்வாடி, திருநெல்வேலி - 627103. 2) மு. கிரசுப்பன் 1, சத்திரிய நாடார் தெரு, ஏர்வாடி, திருநெல்வேலி - 627103. 3) மு. குணா 18/2, வெள்ளாளர் நடுத் தெரு, ஏர்வாடி, திருநெல்வேலி - 627103.	[262, 1318, 479, 1407]
paragraph: அமைப்பாளர் - சி. சங்கர் பெரிச்சிபாளையம், தாண்டாம்பாளையம் அக்ரஹ, சிவகிரி, ஈரோடு மாவட்டம் - 638109.	[492, 2343, 709, 2385]
paragraph: துணை அமைப்பாளர்கள் - 1) மு. எம். கச்சி மைதீன் 60/ஏ, காயிதே மில்லத் தெரு, பத்தமடை, திருநெல்வேலி - 627453. 2) மா. சுப்பையா 65, கீழ்கூபத்தெருவேர், சிப்பாத்தடை, திருநெல்வேலி - 627453. 3) இசக்கி (எ) துரை 72/36, டாக்டர் ராதாகிருஷ்ணன் தெரு, பத்தமடை, திருநெல்வேலி - 627453.	[32, 2394, 249, 2513]
paragraph: அமைப்பாளர் - கே. கோபி 95, முனியப்பன் கோவில் வீதி, கோட்டை, ஈரோடு மாவட்டம் - 1.	[722, 1096, 940, 1139]
district-title: ஈரோடு மாநகரம்	[722, 437, 940, 458]
paragraph: அமைப்பாளர் - வ. வானமாமலை ஆவுடையம்மாள்புரம் தெரு, கோபாலசமுத்திரம், திருநெல்வேலி மாவட்டம்.	[262, 814, 479, 857]
section-title: கோட்டை பகுதி	[785, 1075, 877, 1091]
paragraph: 5) சு. பார்த்திபன் கில்லாங்காட்டுப்புதூர், அரச்சலூர் அக்ரஹ, ஈரோடு - 638109.	[492, 708, 709, 735]
section-title: மொடக்குறிச்சி கிழக்கு ஒன்றியம்	[278, 2183, 463, 2199]
paragraph: அமைப்பாளர் - அவுது சிராசுதீன் (எ) மாசிச் மரைக்கார் தெரு, பத்தமடை, திருநெல்வேலி மாவட்டம் - 627453.	[32, 2348, 249, 2391]
paragraph: அமைப்பாளர் - ஆ. சிவக்குமார் சிவகிரி அம்மன் கோவில் அக்ரஹ, கொடுமுடி, ஈரோடு மாவட்டம் - 638109.	[492, 2180, 709, 2222]
continuation-line: தொடர்ச்சி	[1115, 81, 1162, 92]
section-title: வள்ளியூர் பேரூர்	[322, 1771, 419, 1787]
paragraph: துணை அமைப்பாளர்கள் - 1) வி. நவீன் 33/1, ராஜாஜி வீதி - 2, சூரம்பட்டி வலசு, ஈரோடு. 2) கே. அருண் 74, செங்கோடம்பள்ளம், திண்டல் அக்ரஹ, ஈரோடு - 12. 3) க. சுதாகர் வள்ளியம்மாள் தெரு, தெற்குபள்ளம், திண்டல், ஈரோடு - 12. 4) கே. அரவிந்தராஜ் 142, காரப்பாறை, திண்டல் அக்ரஹ, ஈரோடு. 5) பி. நந்தகுமார் 65, வள்ளியார் தெரு, தெற்குபள்ளம், திண்டல், ஈரோடு - 12.	[722, 1320, 940, 1470]
section-title: சிவகிரி பேரூர்	[559, 2159, 642, 2174]
section-title: மொடக்குறிச்சி பேரூர்	[538, 1491, 663, 1507]
paragraph: அமைப்பாளர் - இ.வி. சுந்தரேசுவரன் 40, வாமலை வீதி, கைக்கோளன் தோட்டம், ஈரோடு மாவட்டம் - 638001.	[722, 1499, 940, 1541]
section-title: ஏர்வாடி பேரூர்	[327, 1251, 414, 1267]
paragraph: அமைப்பாளர் - ப. முருகன் காங்கேயம்பாளையம், நஞ்சை ஊத்துக்குளி அக்ரஹ, மொடக்குறிச்சி, ஈரோடு மாவட்டம் - 638104.	[262, 2204, 479, 2262]
signature-line: செயலாளர்	[860, 2210, 910, 2222]
